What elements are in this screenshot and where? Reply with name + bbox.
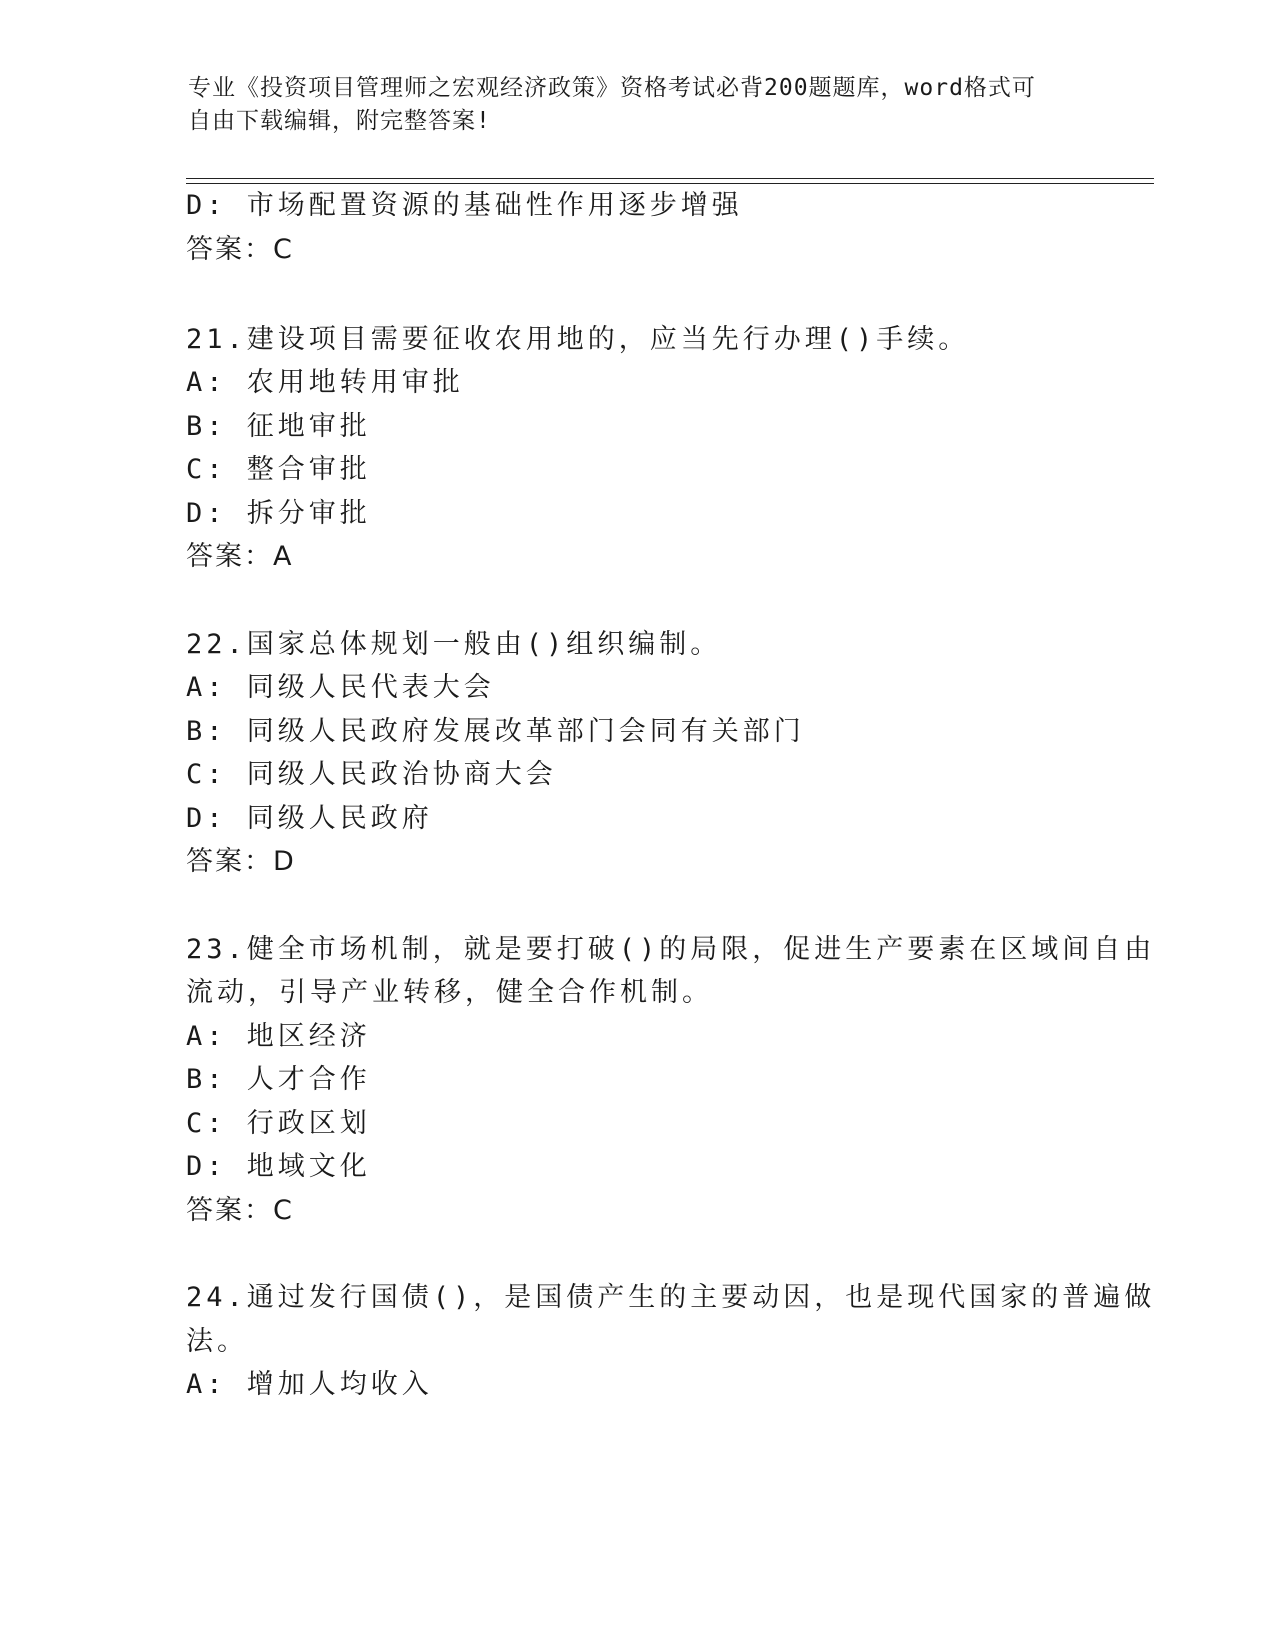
q23-stem-line-1: 23.健全市场机制，就是要打破()的局限，促进生产要素在区域间自由 xyxy=(186,934,1156,965)
q22-stem: 22.国家总体规划一般由()组织编制。 xyxy=(186,629,722,660)
q22-option-d: D: 同级人民政府 xyxy=(186,803,433,834)
q23-option-b: B: 人才合作 xyxy=(186,1064,371,1095)
q21-option-a: A: 农用地转用审批 xyxy=(186,367,464,398)
q23-option-a: A: 地区经济 xyxy=(186,1021,371,1052)
q21-option-b: B: 征地审批 xyxy=(186,411,371,442)
header-line-2: 自由下载编辑，附完整答案! xyxy=(188,108,491,134)
q22-option-c: C: 同级人民政治协商大会 xyxy=(186,759,557,790)
q21-stem: 21.建设项目需要征收农用地的，应当先行办理()手续。 xyxy=(186,324,970,355)
header-line-1: 专业《投资项目管理师之宏观经济政策》资格考试必背200题题库，word格式可 xyxy=(188,75,1036,101)
header-divider-top xyxy=(186,178,1154,179)
q22-option-a: A: 同级人民代表大会 xyxy=(186,672,495,703)
q21-option-d: D: 拆分审批 xyxy=(186,498,371,529)
q24-stem-line-1: 24.通过发行国债()，是国债产生的主要动因，也是现代国家的普遍做 xyxy=(186,1282,1156,1313)
q24-option-a: A: 增加人均收入 xyxy=(186,1369,433,1400)
prev-option-d: D: 市场配置资源的基础性作用逐步增强 xyxy=(186,190,743,221)
q23-option-c: C: 行政区划 xyxy=(186,1108,371,1139)
prev-answer: 答案：C xyxy=(186,234,294,265)
document-header xyxy=(188,72,1088,138)
q21-option-c: C: 整合审批 xyxy=(186,454,371,485)
header-divider-bottom xyxy=(186,183,1154,184)
q21-answer: 答案：A xyxy=(186,541,294,572)
q22-option-b: B: 同级人民政府发展改革部门会同有关部门 xyxy=(186,716,805,747)
q22-answer: 答案：D xyxy=(186,846,296,877)
q23-option-d: D: 地域文化 xyxy=(186,1151,371,1182)
q23-stem-line-2: 流动，引导产业转移，健全合作机制。 xyxy=(186,977,713,1008)
q23-answer: 答案：C xyxy=(186,1195,294,1226)
q24-stem-line-2: 法。 xyxy=(186,1326,248,1357)
